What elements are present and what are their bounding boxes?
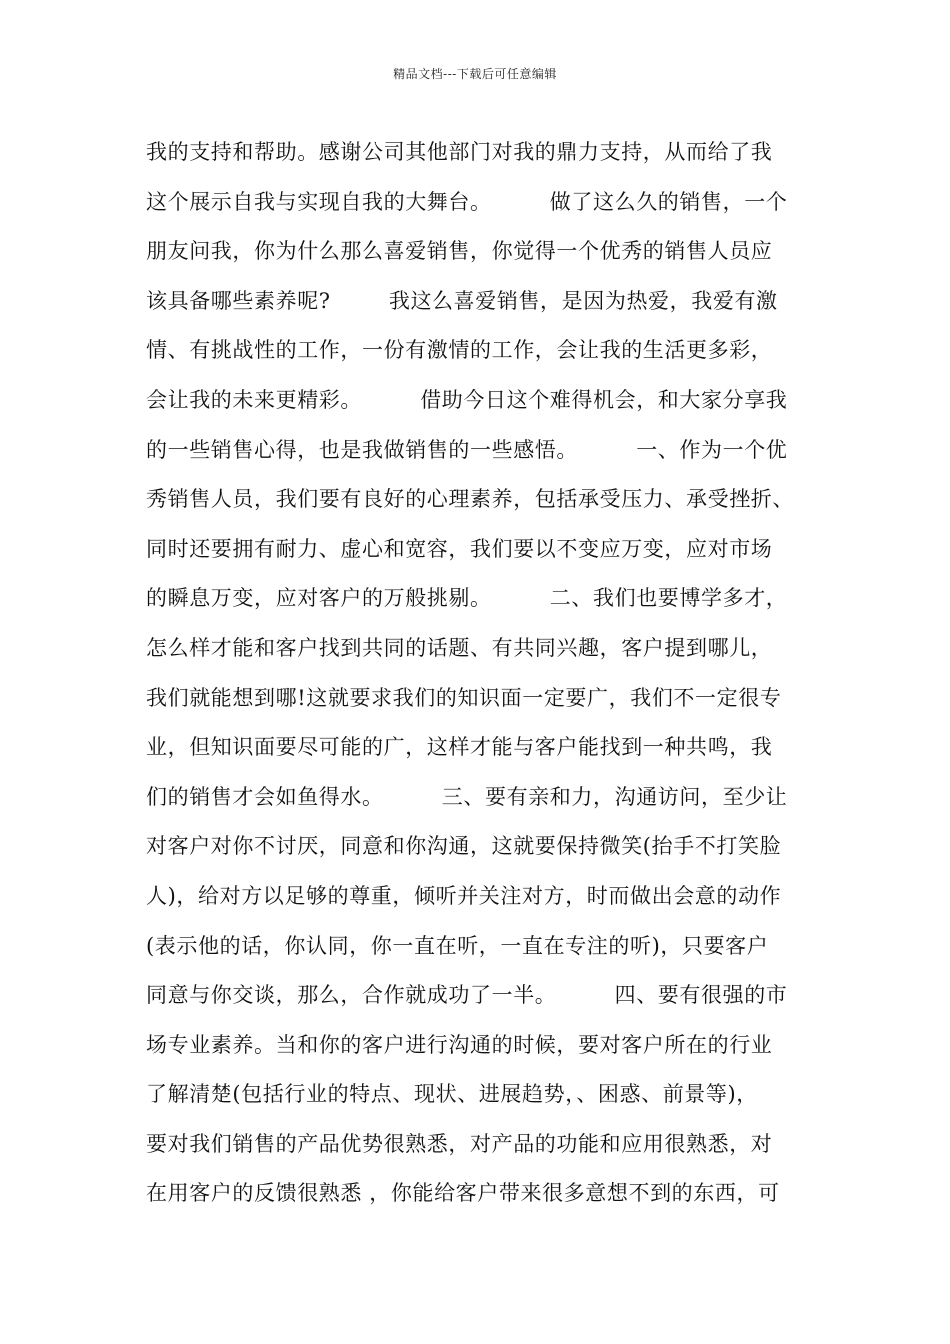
text-line: 同意与你交谈，那么，合作就成功了一半。 四、要有很强的市 xyxy=(146,983,788,1008)
text-line: 秀销售人员，我们要有良好的心理素养，包括承受压力、承受挫折、 xyxy=(146,487,794,512)
text-line: 的瞬息万变，应对客户的万般挑剔。 二、我们也要博学多才， xyxy=(146,586,788,611)
text-line: 人)，给对方以足够的尊重，倾听并关注对方，时而做出会意的动作 xyxy=(146,883,782,908)
text-line: 的一些销售心得，也是我做销售的一些感悟。 一、作为一个优 xyxy=(146,437,788,462)
text-line: 情、有挑战性的工作，一份有激情的工作，会让我的生活更多彩， xyxy=(146,338,773,363)
text-line: 们的销售才会如鱼得水。 三、要有亲和力，沟通访问，至少让 xyxy=(146,784,788,809)
text-line: 怎么样才能和客户找到共同的话题、有共同兴趣，客户提到哪儿， xyxy=(146,635,773,660)
text-line: 我们就能想到哪!这就要求我们的知识面一定要广，我们不一定很专 xyxy=(146,685,782,710)
text-line: (表示他的话，你认同，你一直在听，一直在专注的听)，只要客户 xyxy=(146,933,769,958)
text-line: 会让我的未来更精彩。 借助今日这个难得机会，和大家分享我 xyxy=(146,387,788,412)
text-line: 了解清楚(包括行业的特点、现状、进展趋势，、困惑、前景等)， xyxy=(146,1082,758,1107)
text-line: 我的支持和帮助。感谢公司其他部门对我的鼎力支持，从而给了我 xyxy=(146,140,773,164)
text-line: 这个展示自我与实现自我的大舞台。 做了这么久的销售，一个 xyxy=(146,189,788,214)
text-line: 该具备哪些素养呢? 我这么喜爱销售，是因为热爱，我爱有激 xyxy=(146,288,778,313)
text-line: 场专业素养。当和你的客户进行沟通的时候，要对客户所在的行业 xyxy=(146,1032,773,1057)
text-line: 在用客户的反馈很熟悉 ，你能给客户带来很多意想不到的东西，可 xyxy=(146,1181,780,1206)
document-body xyxy=(146,132,826,1223)
text-line: 同时还要拥有耐力、虚心和宽容，我们要以不变应万变，应对市场 xyxy=(146,536,773,561)
page-header: 精品文档---下载后可任意编辑 xyxy=(393,67,557,81)
text-line: 业，但知识面要尽可能的广，这样才能与客户能找到一种共鸣，我 xyxy=(146,735,773,760)
text-line: 要对我们销售的产品优势很熟悉，对产品的功能和应用很熟悉，对 xyxy=(146,1131,773,1156)
text-line: 对客户对你不讨厌，同意和你沟通，这就要保持微笑(抬手不打笑脸 xyxy=(146,834,782,859)
text-line: 朋友问我，你为什么那么喜爱销售，你觉得一个优秀的销售人员应 xyxy=(146,239,773,264)
